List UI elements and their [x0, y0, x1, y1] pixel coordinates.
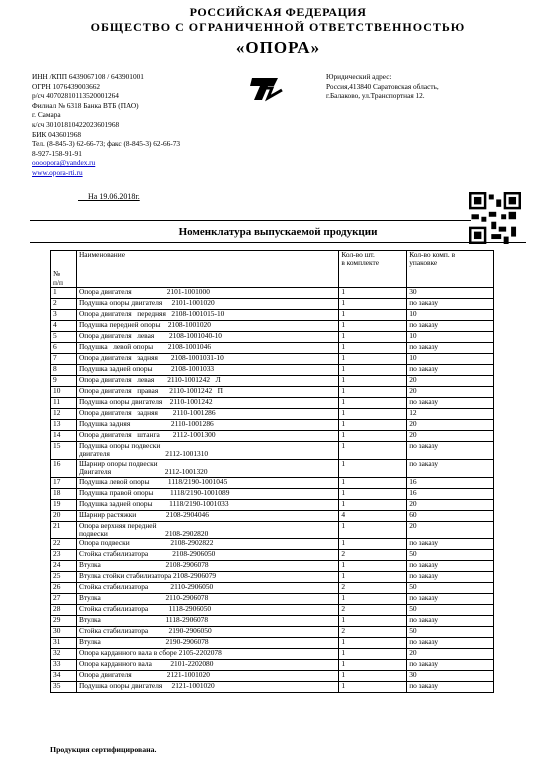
row-number: 18 — [51, 488, 77, 499]
table-row — [51, 682, 494, 693]
row-number: 30 — [51, 627, 77, 638]
row-pack: 16 — [407, 488, 494, 499]
table-row — [51, 510, 494, 521]
row-number: 14 — [51, 431, 77, 442]
legal-address — [326, 72, 439, 101]
row-name: Опора верхняя передней подвески 2108-2902820 — [76, 521, 338, 539]
header-company-name: «ОПОРА» — [235, 38, 321, 57]
row-qty: 1 — [339, 499, 407, 510]
row-name: Подушка опоры подвески двигателя 2112-1001310 — [76, 442, 338, 460]
divider-title — [30, 242, 526, 243]
row-qty: 4 — [339, 510, 407, 521]
row-number: 33 — [51, 660, 77, 671]
row-number: 26 — [51, 583, 77, 594]
row-name: Подушка задней опоры 2108-1001033 — [76, 365, 338, 376]
row-number: 22 — [51, 539, 77, 550]
table-row — [51, 459, 494, 477]
row-name: Втулка 2108-2906078 — [76, 561, 338, 572]
inn: ИНН /КПП 6439067108 / 643901001 — [32, 72, 144, 81]
row-number: 2 — [51, 299, 77, 310]
row-number: 6 — [51, 343, 77, 354]
table-row — [51, 660, 494, 671]
row-pack: 20 — [407, 387, 494, 398]
row-pack: 20 — [407, 420, 494, 431]
row-qty: 1 — [339, 539, 407, 550]
row-qty: 1 — [339, 376, 407, 387]
table-row — [51, 431, 494, 442]
table-row — [51, 420, 494, 431]
table-row — [51, 605, 494, 616]
row-pack: по заказу — [407, 561, 494, 572]
col-num-header: № п/п — [51, 251, 77, 288]
row-qty: 1 — [339, 671, 407, 682]
company-requisites — [32, 72, 180, 178]
table-row — [51, 539, 494, 550]
header-country: РОССИЙСКАЯ ФЕДЕРАЦИЯ — [189, 5, 367, 19]
row-number: 9 — [51, 376, 77, 387]
row-number: 10 — [51, 387, 77, 398]
row-name: Стойка стабилизатора 2190-2906050 — [76, 627, 338, 638]
address-line1: Россия,413840 Саратовская область, — [326, 81, 439, 91]
table-row — [51, 365, 494, 376]
row-name: Опора двигателя правая 2110-1001242 П — [76, 387, 338, 398]
bik: БИК 043601968 — [32, 129, 81, 139]
row-number: 34 — [51, 671, 77, 682]
city: г. Самара — [32, 110, 61, 120]
table-row — [51, 310, 494, 321]
table-row — [51, 299, 494, 310]
row-name: Втулка 1118-2906078 — [76, 616, 338, 627]
row-pack: по заказу — [407, 459, 494, 477]
row-number: 23 — [51, 550, 77, 561]
table-row — [51, 627, 494, 638]
row-name: Опора двигателя левая 2108-1001040-10 — [76, 332, 338, 343]
header-company-type: ОБЩЕСТВО С ОГРАНИЧЕННОЙ ОТВЕТСТВЕННОСТЬЮ — [90, 20, 466, 34]
row-qty: 1 — [339, 477, 407, 488]
row-pack: по заказу — [407, 398, 494, 409]
row-pack: по заказу — [407, 660, 494, 671]
row-pack: 30 — [407, 671, 494, 682]
table-row — [51, 488, 494, 499]
row-name: Стойка стабилизатора 1118-2906050 — [76, 605, 338, 616]
row-pack: по заказу — [407, 539, 494, 550]
table-header-row — [51, 251, 494, 288]
row-pack: по заказу — [407, 682, 494, 693]
row-name: Шарнир опоры подвески Двигателя 2112-1001320 — [76, 459, 338, 477]
row-number: 32 — [51, 649, 77, 660]
row-pack: 50 — [407, 627, 494, 638]
row-name: Опора карданного вала в сборе 2105-2202078 — [76, 649, 338, 660]
row-qty: 1 — [339, 398, 407, 409]
table-row — [51, 354, 494, 365]
email-link[interactable]: oooopora@yandex.ru — [32, 158, 96, 168]
col-name-header: Наименование — [76, 251, 338, 288]
row-qty: 1 — [339, 594, 407, 605]
row-qty: 1 — [339, 288, 407, 299]
row-pack: по заказу — [407, 638, 494, 649]
row-qty: 1 — [339, 332, 407, 343]
row-name: Опора двигателя передняя 2108-1001015-10 — [76, 310, 338, 321]
row-name: Стойка стабилизатора 2108-2906050 — [76, 550, 338, 561]
row-pack: по заказу — [407, 321, 494, 332]
row-qty: 1 — [339, 299, 407, 310]
table-row — [51, 321, 494, 332]
row-qty: 1 — [339, 442, 407, 460]
row-number: 17 — [51, 477, 77, 488]
row-number: 5 — [51, 332, 77, 343]
row-number: 8 — [51, 365, 77, 376]
row-name: Опора карданного вала 2101-2202080 — [76, 660, 338, 671]
corr-account: к/сч 30101810422023601968 — [32, 119, 120, 129]
row-pack: 20 — [407, 376, 494, 387]
products-table — [50, 250, 494, 693]
row-number: 12 — [51, 409, 77, 420]
row-pack: по заказу — [407, 572, 494, 583]
divider-top — [30, 220, 471, 221]
row-number: 16 — [51, 459, 77, 477]
row-number: 25 — [51, 572, 77, 583]
row-pack: по заказу — [407, 365, 494, 376]
row-qty: 1 — [339, 387, 407, 398]
company-logo — [248, 74, 284, 104]
row-pack: 10 — [407, 332, 494, 343]
row-qty: 1 — [339, 365, 407, 376]
row-name: Опора двигателя задняя 2108-1001031-10 — [76, 354, 338, 365]
col-qty-header: Кол-во шт. в комплекте — [339, 251, 407, 288]
row-name: Опора подвески 2108-2902822 — [76, 539, 338, 550]
table-row — [51, 638, 494, 649]
table-row — [51, 387, 494, 398]
row-name: Опора двигателя штанга 2112-1001300 — [76, 431, 338, 442]
row-qty: 1 — [339, 354, 407, 365]
row-number: 3 — [51, 310, 77, 321]
row-name: Подушка левой опоры 1118/2190-1001045 — [76, 477, 338, 488]
row-name: Опора двигателя задняя 2110-1001286 — [76, 409, 338, 420]
table-row — [51, 583, 494, 594]
row-qty: 1 — [339, 638, 407, 649]
table-row — [51, 343, 494, 354]
address-line2: г.Балаково, ул.Транспортная 12. — [326, 91, 425, 101]
row-pack: 50 — [407, 605, 494, 616]
row-pack: по заказу — [407, 594, 494, 605]
row-name: Подушка опоры двигателя 2101-1001020 — [76, 299, 338, 310]
row-pack: по заказу — [407, 616, 494, 627]
document-date: На 19.06.2018г. — [78, 192, 140, 201]
bank-branch: Филиал № 6318 Банка ВТБ (ПАО) — [32, 100, 139, 110]
row-pack: 50 — [407, 583, 494, 594]
row-number: 31 — [51, 638, 77, 649]
phone: Тел. (8-845-3) 62-66-73; факс (8-845-3) 62-66-73 — [32, 139, 181, 149]
row-number: 28 — [51, 605, 77, 616]
row-name: Подушка опоры двигателя 2121-1001020 — [76, 682, 338, 693]
table-row — [51, 561, 494, 572]
row-pack: по заказу — [407, 343, 494, 354]
table-row — [51, 616, 494, 627]
row-qty: 1 — [339, 616, 407, 627]
row-number: 21 — [51, 521, 77, 539]
row-pack: 10 — [407, 310, 494, 321]
row-qty: 1 — [339, 310, 407, 321]
table-row — [51, 594, 494, 605]
row-pack: 20 — [407, 521, 494, 539]
table-row — [51, 521, 494, 539]
row-name: Подушка левой опоры 2108-1001046 — [76, 343, 338, 354]
site-link[interactable]: www.opora-rti.ru — [32, 167, 83, 177]
table-row — [51, 649, 494, 660]
row-name: Стойка стабилизатора 2110-2906050 — [76, 583, 338, 594]
certification-note: Продукция сертифицирована. — [50, 745, 157, 754]
row-qty: 2 — [339, 583, 407, 594]
row-qty: 1 — [339, 343, 407, 354]
row-name: Опора двигателя 2121-1001020 — [76, 671, 338, 682]
address-label: Юридический адрес: — [326, 72, 392, 81]
row-pack: по заказу — [407, 442, 494, 460]
row-name: Подушка опоры двигателя 2110-1001242 — [76, 398, 338, 409]
row-qty: 1 — [339, 488, 407, 499]
row-number: 27 — [51, 594, 77, 605]
row-number: 35 — [51, 682, 77, 693]
row-name: Втулка 2110-2906078 — [76, 594, 338, 605]
table-row — [51, 442, 494, 460]
col-pack-header: Кол-во комп. в упаковке — [407, 251, 494, 288]
row-name: Втулка 2190-2906078 — [76, 638, 338, 649]
row-name: Подушка задняя 2110-1001286 — [76, 420, 338, 431]
page-title: Номенклатура выпускаемой продукции — [178, 226, 378, 238]
row-pack: 20 — [407, 499, 494, 510]
table-row — [51, 499, 494, 510]
row-name: Опора двигателя 2101-1001000 — [76, 288, 338, 299]
row-name: Шарнир растяжки 2108-2904046 — [76, 510, 338, 521]
row-number: 24 — [51, 561, 77, 572]
row-number: 13 — [51, 420, 77, 431]
row-number: 15 — [51, 442, 77, 460]
row-pack: 20 — [407, 649, 494, 660]
row-number: 7 — [51, 354, 77, 365]
mobile: 8-927-158-91-91 — [32, 148, 82, 158]
row-qty: 1 — [339, 649, 407, 660]
row-qty: 1 — [339, 561, 407, 572]
row-qty: 1 — [339, 431, 407, 442]
row-qty: 1 — [339, 321, 407, 332]
account: р/сч 40702810113520001264 — [32, 91, 119, 101]
row-pack: 16 — [407, 477, 494, 488]
row-pack: по заказу — [407, 299, 494, 310]
row-qty: 1 — [339, 521, 407, 539]
row-number: 1 — [51, 288, 77, 299]
row-number: 20 — [51, 510, 77, 521]
row-qty: 1 — [339, 409, 407, 420]
row-qty: 1 — [339, 682, 407, 693]
row-pack: 30 — [407, 288, 494, 299]
row-name: Подушка задней опоры 1118/2190-1001033 — [76, 499, 338, 510]
row-qty: 1 — [339, 459, 407, 477]
table-row — [51, 332, 494, 343]
row-qty: 1 — [339, 572, 407, 583]
row-pack: 50 — [407, 550, 494, 561]
row-pack: 20 — [407, 431, 494, 442]
row-number: 29 — [51, 616, 77, 627]
table-row — [51, 376, 494, 387]
table-row — [51, 477, 494, 488]
row-number: 19 — [51, 499, 77, 510]
table-row — [51, 550, 494, 561]
row-qty: 2 — [339, 605, 407, 616]
table-row — [51, 398, 494, 409]
table-row — [51, 671, 494, 682]
table-row — [51, 288, 494, 299]
row-qty: 1 — [339, 660, 407, 671]
row-name: Подушка передней опоры 2108-1001020 — [76, 321, 338, 332]
row-pack: 12 — [407, 409, 494, 420]
row-name: Подушка правой опоры 1118/2190-1001089 — [76, 488, 338, 499]
row-qty: 2 — [339, 627, 407, 638]
table-row — [51, 572, 494, 583]
row-qty: 1 — [339, 420, 407, 431]
row-qty: 2 — [339, 550, 407, 561]
row-name: Опора двигателя левая 2110-1001242 Л — [76, 376, 338, 387]
table-row — [51, 409, 494, 420]
row-number: 4 — [51, 321, 77, 332]
row-name: Втулка стойки стабилизатора 2108-2906079 — [76, 572, 338, 583]
row-pack: 60 — [407, 510, 494, 521]
row-number: 11 — [51, 398, 77, 409]
ogrn: ОГРН 1076439003662 — [32, 81, 101, 91]
row-pack: 10 — [407, 354, 494, 365]
